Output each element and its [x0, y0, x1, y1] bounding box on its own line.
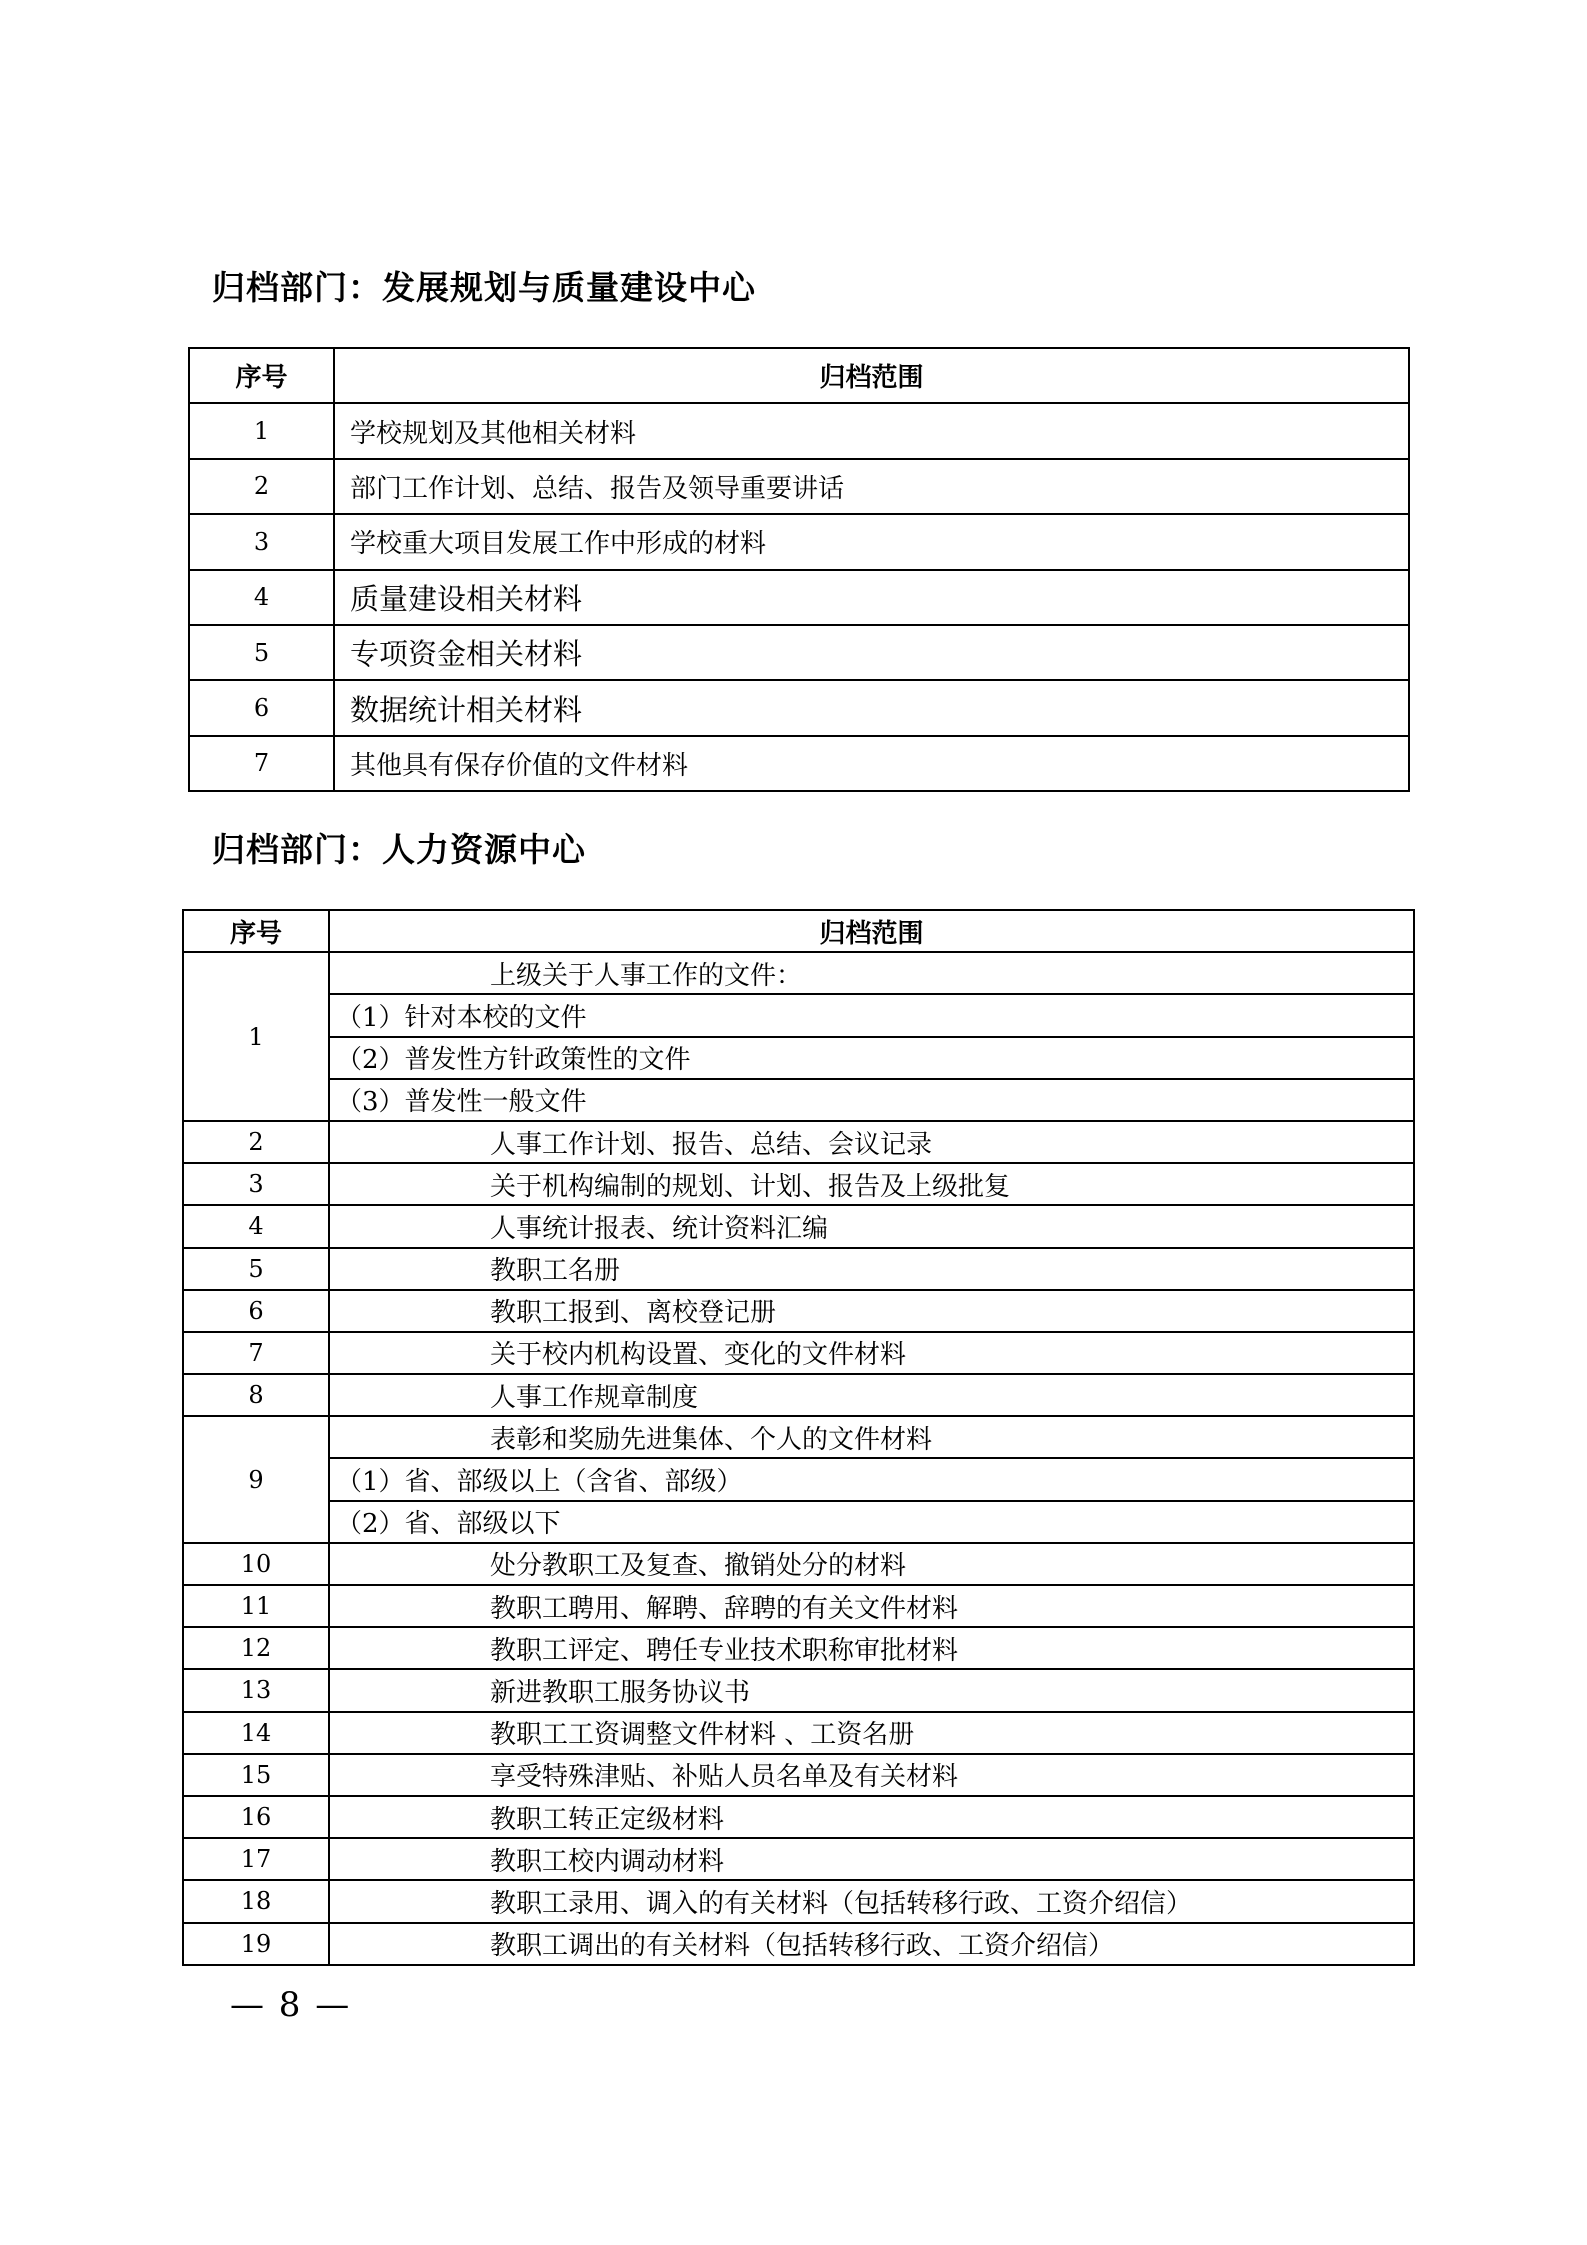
- row-scope: 学校规划及其他相关材料: [334, 403, 1409, 458]
- table-subrow: [183, 1079, 1414, 1121]
- row-number: 6: [183, 1290, 329, 1332]
- row-scope: 教职工名册: [329, 1248, 1414, 1290]
- row-number: 8: [183, 1374, 329, 1416]
- table-row: [189, 514, 1409, 569]
- table-row: [183, 1290, 1414, 1332]
- table-row: [189, 680, 1409, 735]
- row-number: 4: [189, 570, 334, 625]
- page-number: — 8 —: [230, 1985, 352, 2025]
- row-scope: 部门工作计划、总结、报告及领导重要讲话: [334, 459, 1409, 514]
- table-row: [183, 1754, 1414, 1796]
- row-scope-sub: （1）针对本校的文件: [329, 994, 1414, 1036]
- row-scope: 学校重大项目发展工作中形成的材料: [334, 514, 1409, 569]
- table-row: [183, 1923, 1414, 1965]
- row-number: 4: [183, 1205, 329, 1247]
- table-row: [183, 1205, 1414, 1247]
- row-scope-sub: （3）普发性一般文件: [329, 1079, 1414, 1121]
- section-heading: 归档部门：发展规划与质量建设中心: [212, 268, 756, 307]
- row-number: 6: [189, 680, 334, 735]
- row-scope: 教职工评定、聘任专业技术职称审批材料: [329, 1627, 1414, 1669]
- row-scope: 关于校内机构设置、变化的文件材料: [329, 1332, 1414, 1374]
- table-row: [183, 1248, 1414, 1290]
- column-header-scope: 归档范围: [329, 910, 1414, 952]
- row-number: 7: [183, 1332, 329, 1374]
- row-number: 14: [183, 1712, 329, 1754]
- table-row: [189, 736, 1409, 791]
- row-number: 13: [183, 1669, 329, 1711]
- table-row: [183, 952, 1414, 994]
- table-row: [183, 1627, 1414, 1669]
- table-subrow: [183, 1501, 1414, 1543]
- row-scope: 上级关于人事工作的文件：: [329, 952, 1414, 994]
- table-row: [183, 1585, 1414, 1627]
- row-scope: 教职工校内调动材料: [329, 1838, 1414, 1880]
- row-number: 3: [183, 1163, 329, 1205]
- table-row: [189, 403, 1409, 458]
- row-number: 1: [189, 403, 334, 458]
- table-row: [183, 1416, 1414, 1458]
- table-header-row: [189, 348, 1409, 403]
- row-number: 1: [183, 952, 329, 1121]
- table-row: [183, 1543, 1414, 1585]
- row-scope: 人事统计报表、统计资料汇编: [329, 1205, 1414, 1247]
- table-header-row: [183, 910, 1414, 952]
- row-scope: 新进教职工服务协议书: [329, 1669, 1414, 1711]
- row-scope: 享受特殊津贴、补贴人员名单及有关材料: [329, 1754, 1414, 1796]
- table-row: [189, 459, 1409, 514]
- row-number: 11: [183, 1585, 329, 1627]
- row-scope: 教职工调出的有关材料（包括转移行政、工资介绍信）: [329, 1923, 1414, 1965]
- row-scope: 教职工录用、调入的有关材料（包括转移行政、工资介绍信）: [329, 1880, 1414, 1922]
- row-scope-sub: （2）省、部级以下: [329, 1501, 1414, 1543]
- table-subrow: [183, 1037, 1414, 1079]
- table-row: [183, 1163, 1414, 1205]
- row-scope: 教职工聘用、解聘、辞聘的有关文件材料: [329, 1585, 1414, 1627]
- row-scope: 质量建设相关材料: [334, 570, 1409, 625]
- row-scope: 人事工作计划、报告、总结、会议记录: [329, 1121, 1414, 1163]
- table-row: [183, 1796, 1414, 1838]
- table-row: [189, 570, 1409, 625]
- row-scope: 数据统计相关材料: [334, 680, 1409, 735]
- row-scope: 关于机构编制的规划、计划、报告及上级批复: [329, 1163, 1414, 1205]
- row-number: 17: [183, 1838, 329, 1880]
- column-header-number: 序号: [183, 910, 329, 952]
- row-number: 19: [183, 1923, 329, 1965]
- archive-table-hr: [182, 909, 1415, 1966]
- row-number: 10: [183, 1543, 329, 1585]
- row-number: 18: [183, 1880, 329, 1922]
- row-number: 3: [189, 514, 334, 569]
- table-row: [183, 1880, 1414, 1922]
- archive-table-planning: [188, 347, 1410, 792]
- row-scope: 教职工工资调整文件材料 、工资名册: [329, 1712, 1414, 1754]
- row-number: 2: [189, 459, 334, 514]
- row-scope-sub: （2）普发性方针政策性的文件: [329, 1037, 1414, 1079]
- row-number: 16: [183, 1796, 329, 1838]
- row-scope: 其他具有保存价值的文件材料: [334, 736, 1409, 791]
- row-scope: 人事工作规章制度: [329, 1374, 1414, 1416]
- row-number: 15: [183, 1754, 329, 1796]
- row-number: 9: [183, 1416, 329, 1543]
- row-scope: 教职工转正定级材料: [329, 1796, 1414, 1838]
- row-scope: 处分教职工及复查、撤销处分的材料: [329, 1543, 1414, 1585]
- table-subrow: [183, 994, 1414, 1036]
- row-number: 7: [189, 736, 334, 791]
- row-number: 5: [183, 1248, 329, 1290]
- column-header-number: 序号: [189, 348, 334, 403]
- table-row: [183, 1712, 1414, 1754]
- row-number: 5: [189, 625, 334, 680]
- row-number: 12: [183, 1627, 329, 1669]
- row-scope-sub: （1）省、部级以上（含省、部级）: [329, 1458, 1414, 1500]
- table-row: [183, 1669, 1414, 1711]
- table-row: [183, 1332, 1414, 1374]
- row-number: 2: [183, 1121, 329, 1163]
- section-heading: 归档部门：人力资源中心: [212, 830, 586, 869]
- column-header-scope: 归档范围: [334, 348, 1409, 403]
- table-row: [189, 625, 1409, 680]
- row-scope: 表彰和奖励先进集体、个人的文件材料: [329, 1416, 1414, 1458]
- table-row: [183, 1121, 1414, 1163]
- row-scope: 教职工报到、离校登记册: [329, 1290, 1414, 1332]
- row-scope: 专项资金相关材料: [334, 625, 1409, 680]
- table-row: [183, 1838, 1414, 1880]
- table-row: [183, 1374, 1414, 1416]
- table-subrow: [183, 1458, 1414, 1500]
